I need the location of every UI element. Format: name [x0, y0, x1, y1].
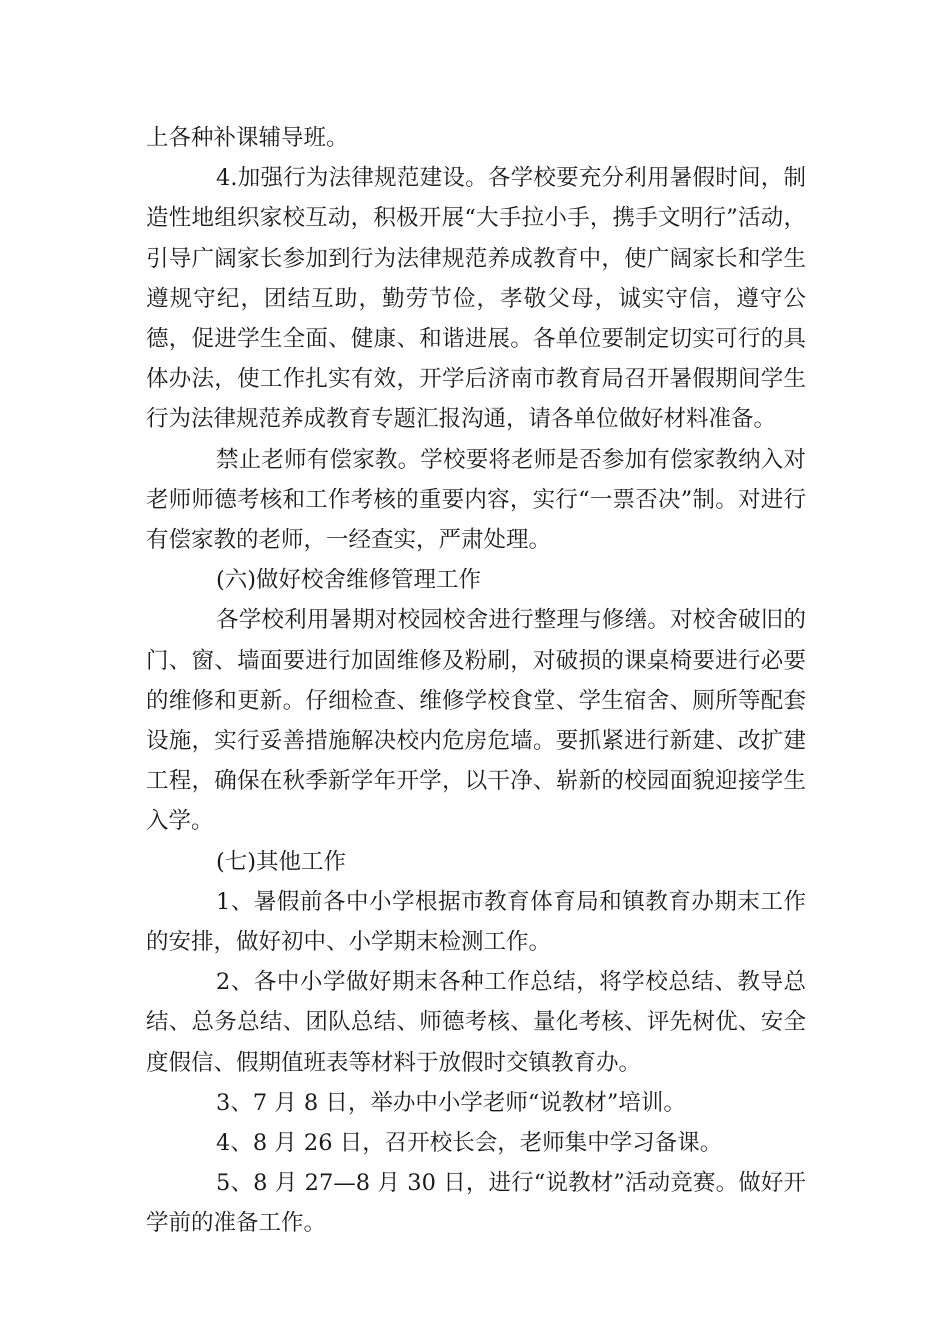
paragraph-behavior-norms: 4.加强行为法律规范建设。各学校要充分利用暑假时间，制造性地组织家校互动，积极开展“大手拉小手，携手文明行”活动，引导广阔家长参加到行为法律规范养成教育中，使广阔家长和学生遵规守纪，团结互助，勤劳节俭，孝敬父母，诚实守信，遵守公德，促进学生全面、健康、和谐进展。各单位要制定切实可行的具体办法，使工作扎实有效，开学后济南市教育局召开暑假期间学生行为法律规范养成教育专题汇报沟通，请各单位做好材料准备。 — [146, 165, 806, 433]
paragraph-continuation: 上各种补课辅导班。 — [146, 125, 349, 151]
list-item-2: 2、各中小学做好期末各种工作总结，将学校总结、教导总结、总务总结、团队总结、师德考核、量化考核、评先树优、安全度假信、假期值班表等材料于放假时交镇教育办。 — [146, 969, 806, 1076]
section-heading-7: (七)其他工作 — [216, 848, 347, 875]
paragraph-school-maintenance: 各学校利用暑期对校园校舍进行整理与修缮。对校舍破旧的门、窗、墙面要进行加固维修及粉刷，对破损的课桌椅要进行必要的维修和更新。仔细检查、维修学校食堂、学生宿舍、厕所等配套设施，实行妥善措施解决校内危房危墙。要抓紧进行新建、改扩建工程，确保在秋季新学年开学，以干净、崭新的校园面貌迎接学生入学。 — [146, 607, 806, 835]
list-item-5: 5、8 月 27—8 月 30 日，进行“说教材”活动竞赛。做好开学前的准备工作。 — [146, 1170, 806, 1237]
paragraph-paid-tutoring-ban: 禁止老师有偿家教。学校要将老师是否参加有偿家教纳入对老师师德考核和工作考核的重要内容，实行“一票否决”制。对进行有偿家教的老师，一经查实，严肃处理。 — [146, 446, 806, 554]
section-heading-6: (六)做好校舍维修管理工作 — [216, 567, 482, 594]
list-item-3: 3、7 月 8 日，举办中小学老师“说教材”培训。 — [216, 1089, 686, 1116]
document-body — [146, 118, 806, 1244]
list-item-4: 4、8 月 26 日，召开校长会，老师集中学习备课。 — [216, 1130, 723, 1157]
list-item-1: 1、暑假前各中小学根据市教育体育局和镇教育办期末工作的安排，做好初中、小学期末检测工作。 — [146, 888, 806, 956]
